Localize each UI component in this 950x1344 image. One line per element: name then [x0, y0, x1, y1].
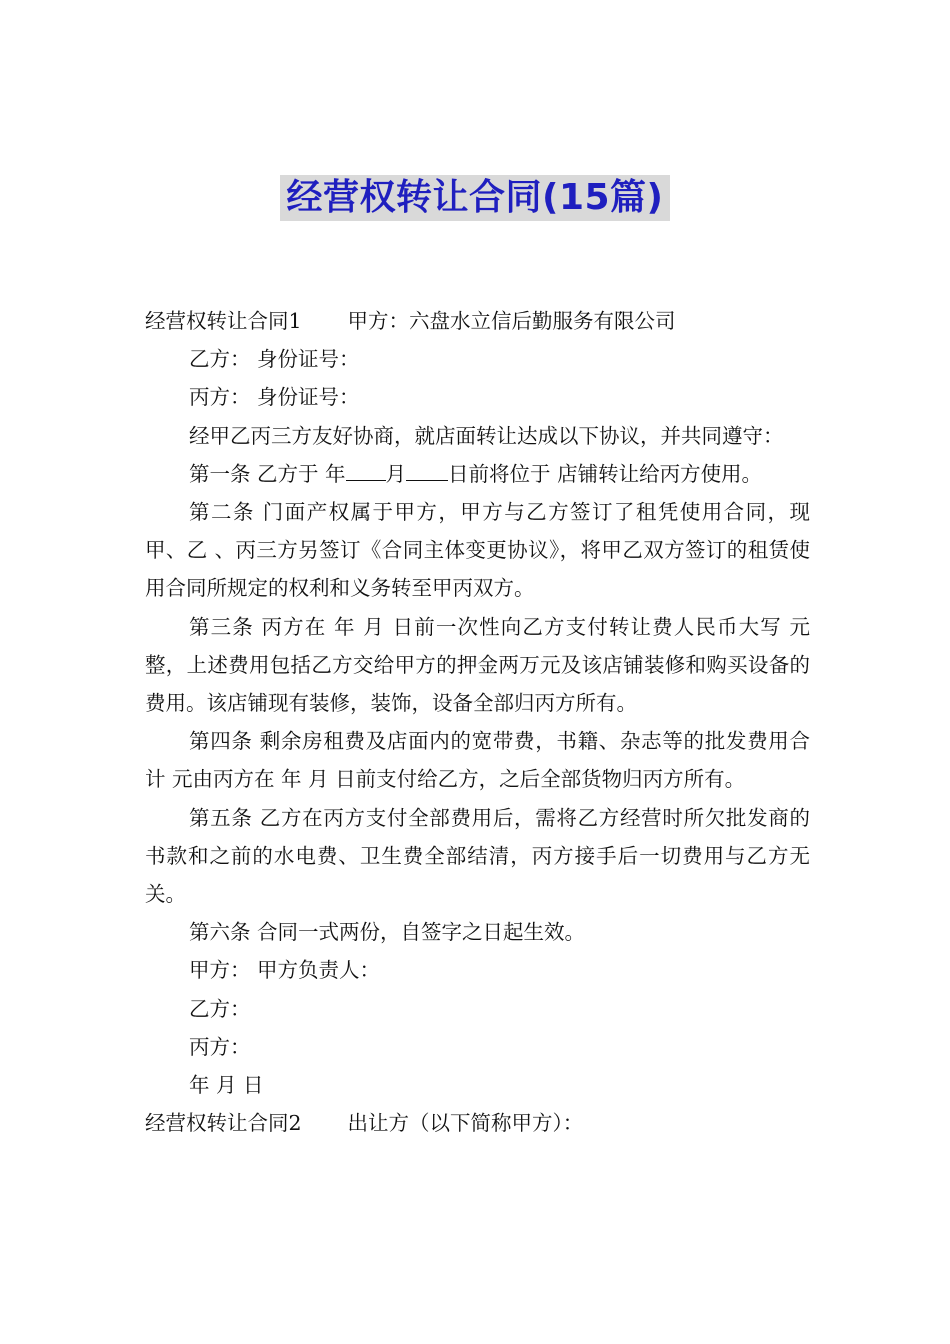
- party-c-line: 丙方： 身份证号：: [189, 385, 360, 410]
- contract1-heading: 经营权转让合同1: [145, 309, 302, 333]
- signature-party-b: 乙方：: [189, 996, 251, 1021]
- article-5: 第五条 乙方在丙方支付全部费用后，需将乙方经营时所欠批发商的书款和之前的水电费、卫生费全部结清，丙方接手后一切费用与乙方无关。: [145, 805, 810, 907]
- article-3: 第三条 丙方在 年 月 日前一次性向乙方支付转让费人民币大写 元整，上述费用包括乙方交给甲方的押金两万元及该店铺装修和购买设备的费用。该店铺现有装修，装饰，设备全部归丙方所有。: [145, 614, 810, 716]
- signature-party-c: 丙方：: [189, 1034, 251, 1059]
- article-4: 第四条 剩余房租费及店面内的宽带费，书籍、杂志等的批发费用合计 元由丙方在 年 月 日前支付给乙方，之后全部货物归丙方所有。: [145, 729, 810, 792]
- contract2-heading-row: [145, 1104, 810, 1142]
- article-2: 第二条 门面产权属于甲方，甲方与乙方签订了租凭使用合同，现甲、乙 、丙三方另签订《合同主体变更协议》，将甲乙双方签订的租赁使用合同所规定的权利和义务转至甲丙双方。: [145, 500, 810, 601]
- contract1-heading-row: [145, 302, 810, 340]
- contract2-heading: 经营权转让合同2: [145, 1111, 302, 1136]
- blank-line: [406, 462, 448, 481]
- article-1-part-a: 第一条 乙方于 年: [189, 461, 346, 486]
- document-title: 经营权转让合同(15篇): [280, 175, 669, 221]
- signature-party-a: 甲方： 甲方负责人：: [189, 958, 381, 983]
- transferor-line: 出让方（以下简称甲方）：: [347, 1111, 584, 1136]
- signature-date: 年 月 日: [189, 1073, 264, 1098]
- preamble-paragraph: 经甲乙丙三方友好协商，就店面转让达成以下协议，并共同遵守：: [189, 423, 784, 448]
- blank-line: [346, 462, 386, 481]
- article-1-part-b: 月: [385, 461, 407, 486]
- party-b-line: 乙方： 身份证号：: [189, 347, 360, 372]
- article-1: [145, 455, 810, 493]
- document-body: [145, 302, 810, 1142]
- title-block: [0, 175, 950, 221]
- party-a-line: 甲方：六盘水立信后勤服务有限公司: [347, 309, 676, 333]
- article-6: 第六条 合同一式两份，自签字之日起生效。: [189, 920, 586, 945]
- article-1-part-c: 日前将位于 店铺转让给丙方使用。: [448, 461, 763, 486]
